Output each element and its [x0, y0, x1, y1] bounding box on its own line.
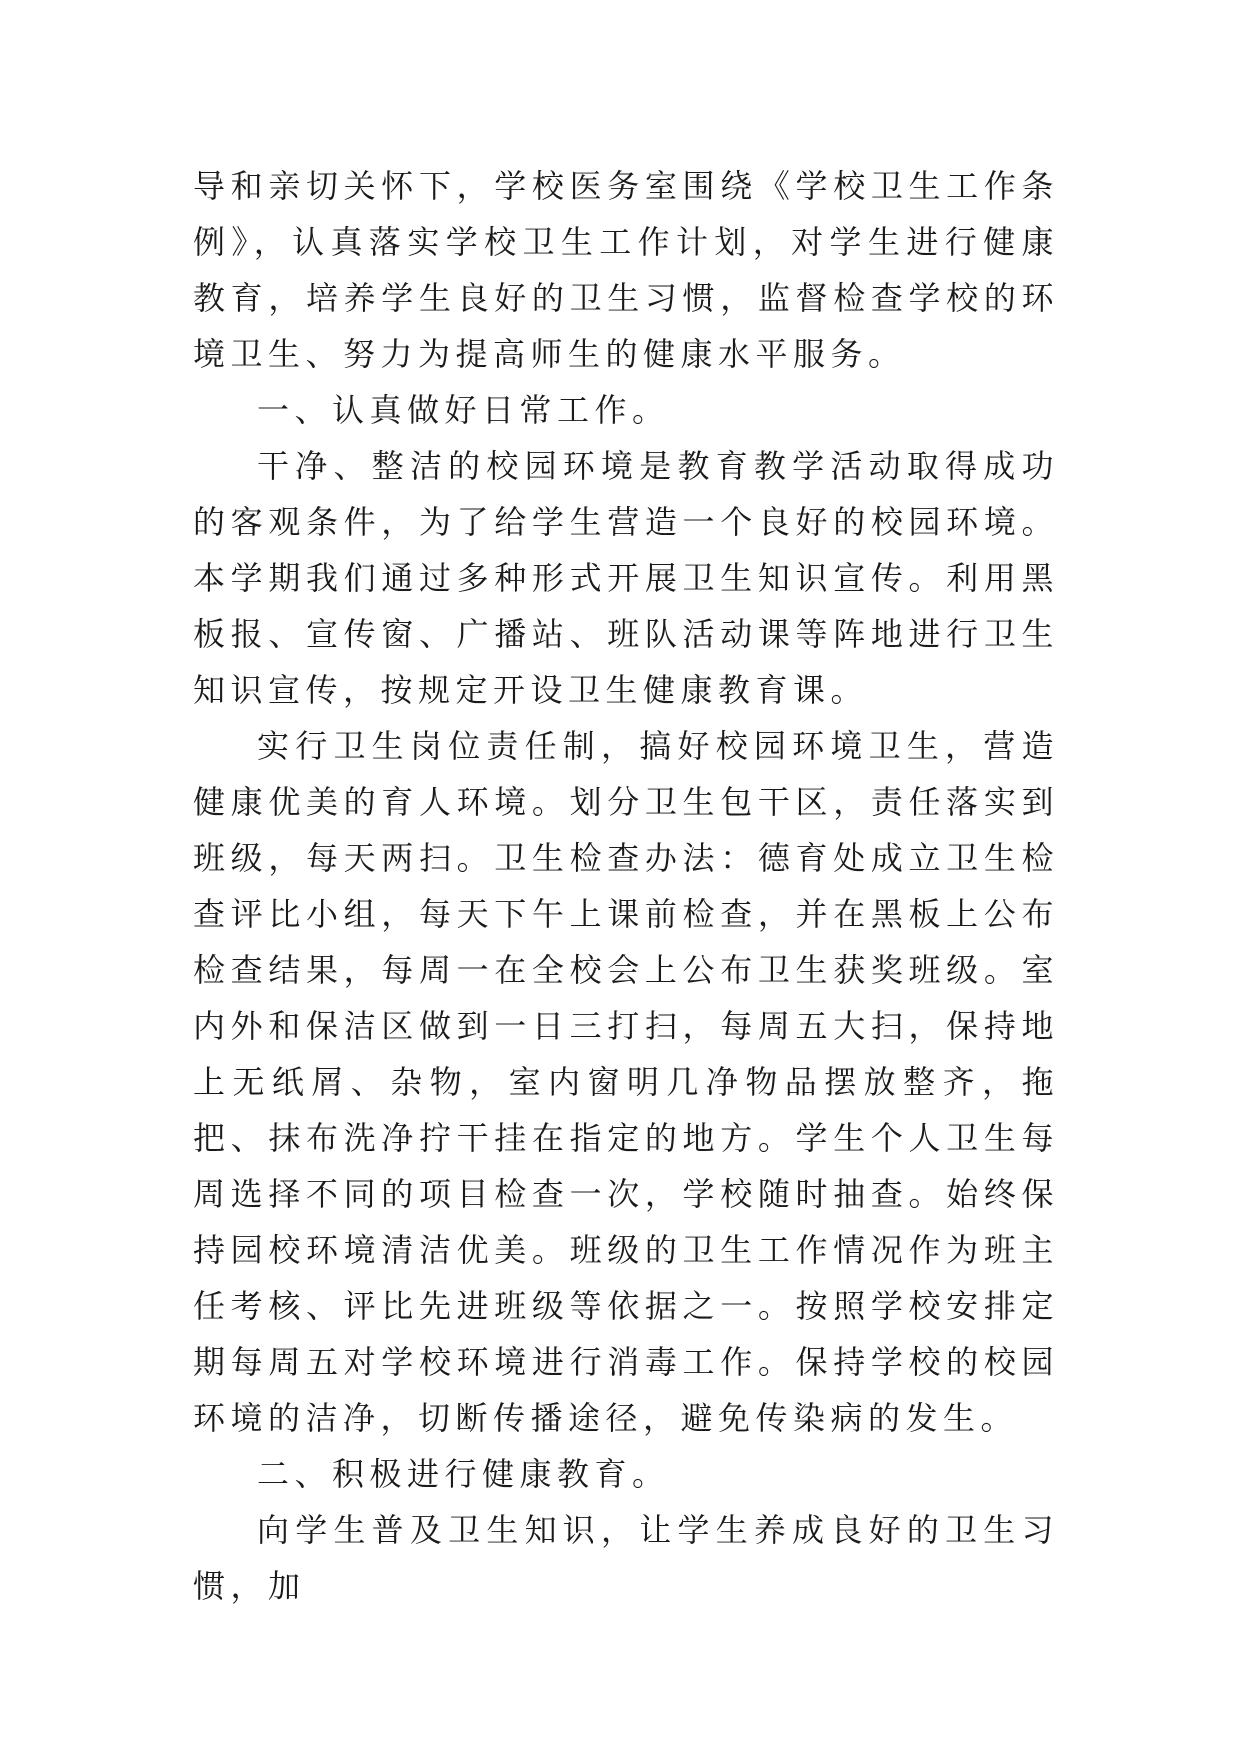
- section-heading-health-education: 二、积极进行健康教育。: [257, 1455, 670, 1493]
- document-body: [193, 158, 1059, 1614]
- paragraph-hygiene-knowledge: 向学生普及卫生知识，让学生养成良好的卫生习惯，加: [193, 1511, 1059, 1605]
- section-heading-daily-work: 一、认真做好日常工作。: [257, 391, 670, 429]
- paragraph-hygiene-responsibility: 实行卫生岗位责任制，搞好校园环境卫生，营造健康优美的育人环境。划分卫生包干区，责任落实到班级，每天两扫。卫生检查办法：德育处成立卫生检查评比小组，每天下午上课前检查，并在黑板上公布检查结果，每周一在全校会上公布卫生获奖班级。室内外和保洁区做到一日三打扫，每周五大扫，保持地上无纸屑、杂物，室内窗明几净物品摆放整齐，拖把、抹布洗净拧干挂在指定的地方。学生个人卫生每周选择不同的项目检查一次，学校随时抽查。始终保持园校环境清洁优美。班级的卫生工作情况作为班主任考核、评比先进班级等依据之一。按照学校安排定期每周五对学校环境进行消毒工作。保持学校的校园环境的洁净，切断传播途径，避免传染病的发生。: [193, 727, 1059, 1437]
- paragraph-campus-environment: 干净、整洁的校园环境是教育教学活动取得成功的客观条件，为了给学生营造一个良好的校园环境。本学期我们通过多种形式开展卫生知识宣传。利用黑板报、宣传窗、广播站、班队活动课等阵地进行卫生知识宣传，按规定开设卫生健康教育课。: [193, 447, 1059, 709]
- paragraph-intro: 导和亲切关怀下，学校医务室围绕《学校卫生工作条例》，认真落实学校卫生工作计划，对学生进行健康教育，培养学生良好的卫生习惯，监督检查学校的环境卫生、努力为提高师生的健康水平服务。: [193, 167, 1059, 373]
